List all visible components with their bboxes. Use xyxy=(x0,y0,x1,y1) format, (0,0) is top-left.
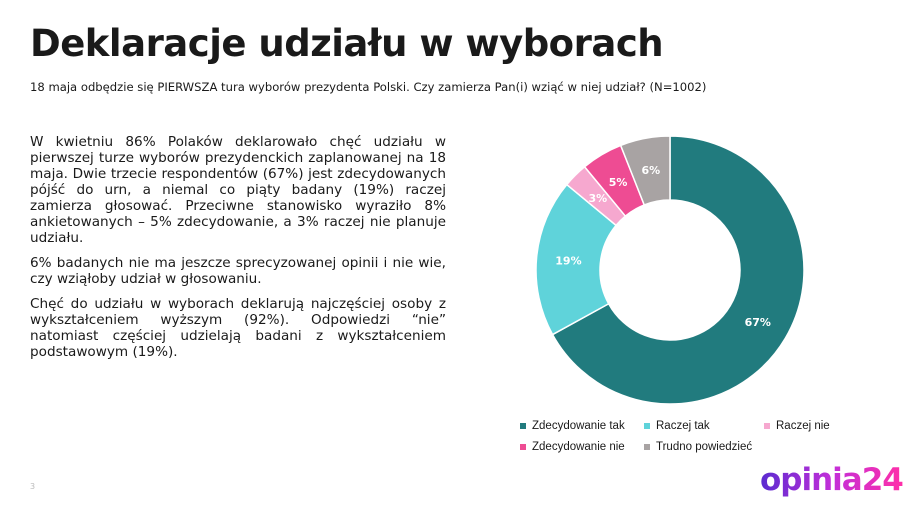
donut-data-label: 6% xyxy=(641,163,661,177)
donut-data-label: 67% xyxy=(744,315,771,329)
donut-data-label: 5% xyxy=(608,176,628,190)
page-title: Deklaracje udziału w wyborach xyxy=(30,22,664,65)
page-number: 3 xyxy=(30,482,36,491)
legend-item xyxy=(520,420,644,432)
legend-item xyxy=(644,441,752,453)
legend-swatch xyxy=(764,423,770,429)
donut-chart xyxy=(530,130,810,410)
page-subtitle: 18 maja odbędzie się PIERWSZA tura wyborów prezydenta Polski. Czy zamierza Pan(i) wziąć w niej udział? (N=1002) xyxy=(30,80,707,94)
legend-item xyxy=(644,420,764,432)
legend-item xyxy=(520,441,644,453)
legend-label: Raczej tak xyxy=(656,420,710,432)
legend-label: Trudno powiedzieć xyxy=(656,441,753,453)
legend-item xyxy=(764,420,830,432)
brand-logo: opinia24 xyxy=(760,462,903,498)
legend-label: Zdecydowanie tak xyxy=(532,420,625,432)
paragraph-2: 6% badanych nie ma jeszcze sprecyzowanej opinii i nie wie, czy wziąłoby udział w głosowaniu. xyxy=(30,255,446,287)
legend-swatch xyxy=(644,423,650,429)
legend-row-1 xyxy=(520,420,830,432)
donut-data-label: 3% xyxy=(588,191,608,205)
legend-label: Raczej nie xyxy=(776,420,830,432)
legend-row-2 xyxy=(520,441,830,453)
paragraph-3: Chęć do udziału w wyborach deklarują najczęściej osoby z wykształceniem wyższym (92%). Odpowiedzi “nie” natomiast częściej udzielają badani z wykształceniem podstawowym (19%). xyxy=(30,296,446,360)
legend-swatch xyxy=(520,423,526,429)
paragraph-1: W kwietniu 86% Polaków deklarowało chęć udziału w pierwszej turze wyborów prezydenckich zaplanowanej na 18 maja. Dwie trzecie respondentów (67%) jest zdecydowanych pójść do urn, a niemal co piąty badany (19%) raczej zamierza głosować. Przeciwne stanowisko wyraziło 8% ankietowanych – 5% zdecydowanie, a 3% raczej nie planuje udziału. xyxy=(30,134,446,246)
chart-legend xyxy=(520,420,830,462)
donut-data-label: 19% xyxy=(555,254,582,268)
body-text xyxy=(30,134,446,369)
legend-swatch xyxy=(644,444,650,450)
legend-label: Zdecydowanie nie xyxy=(532,441,625,453)
legend-swatch xyxy=(520,444,526,450)
